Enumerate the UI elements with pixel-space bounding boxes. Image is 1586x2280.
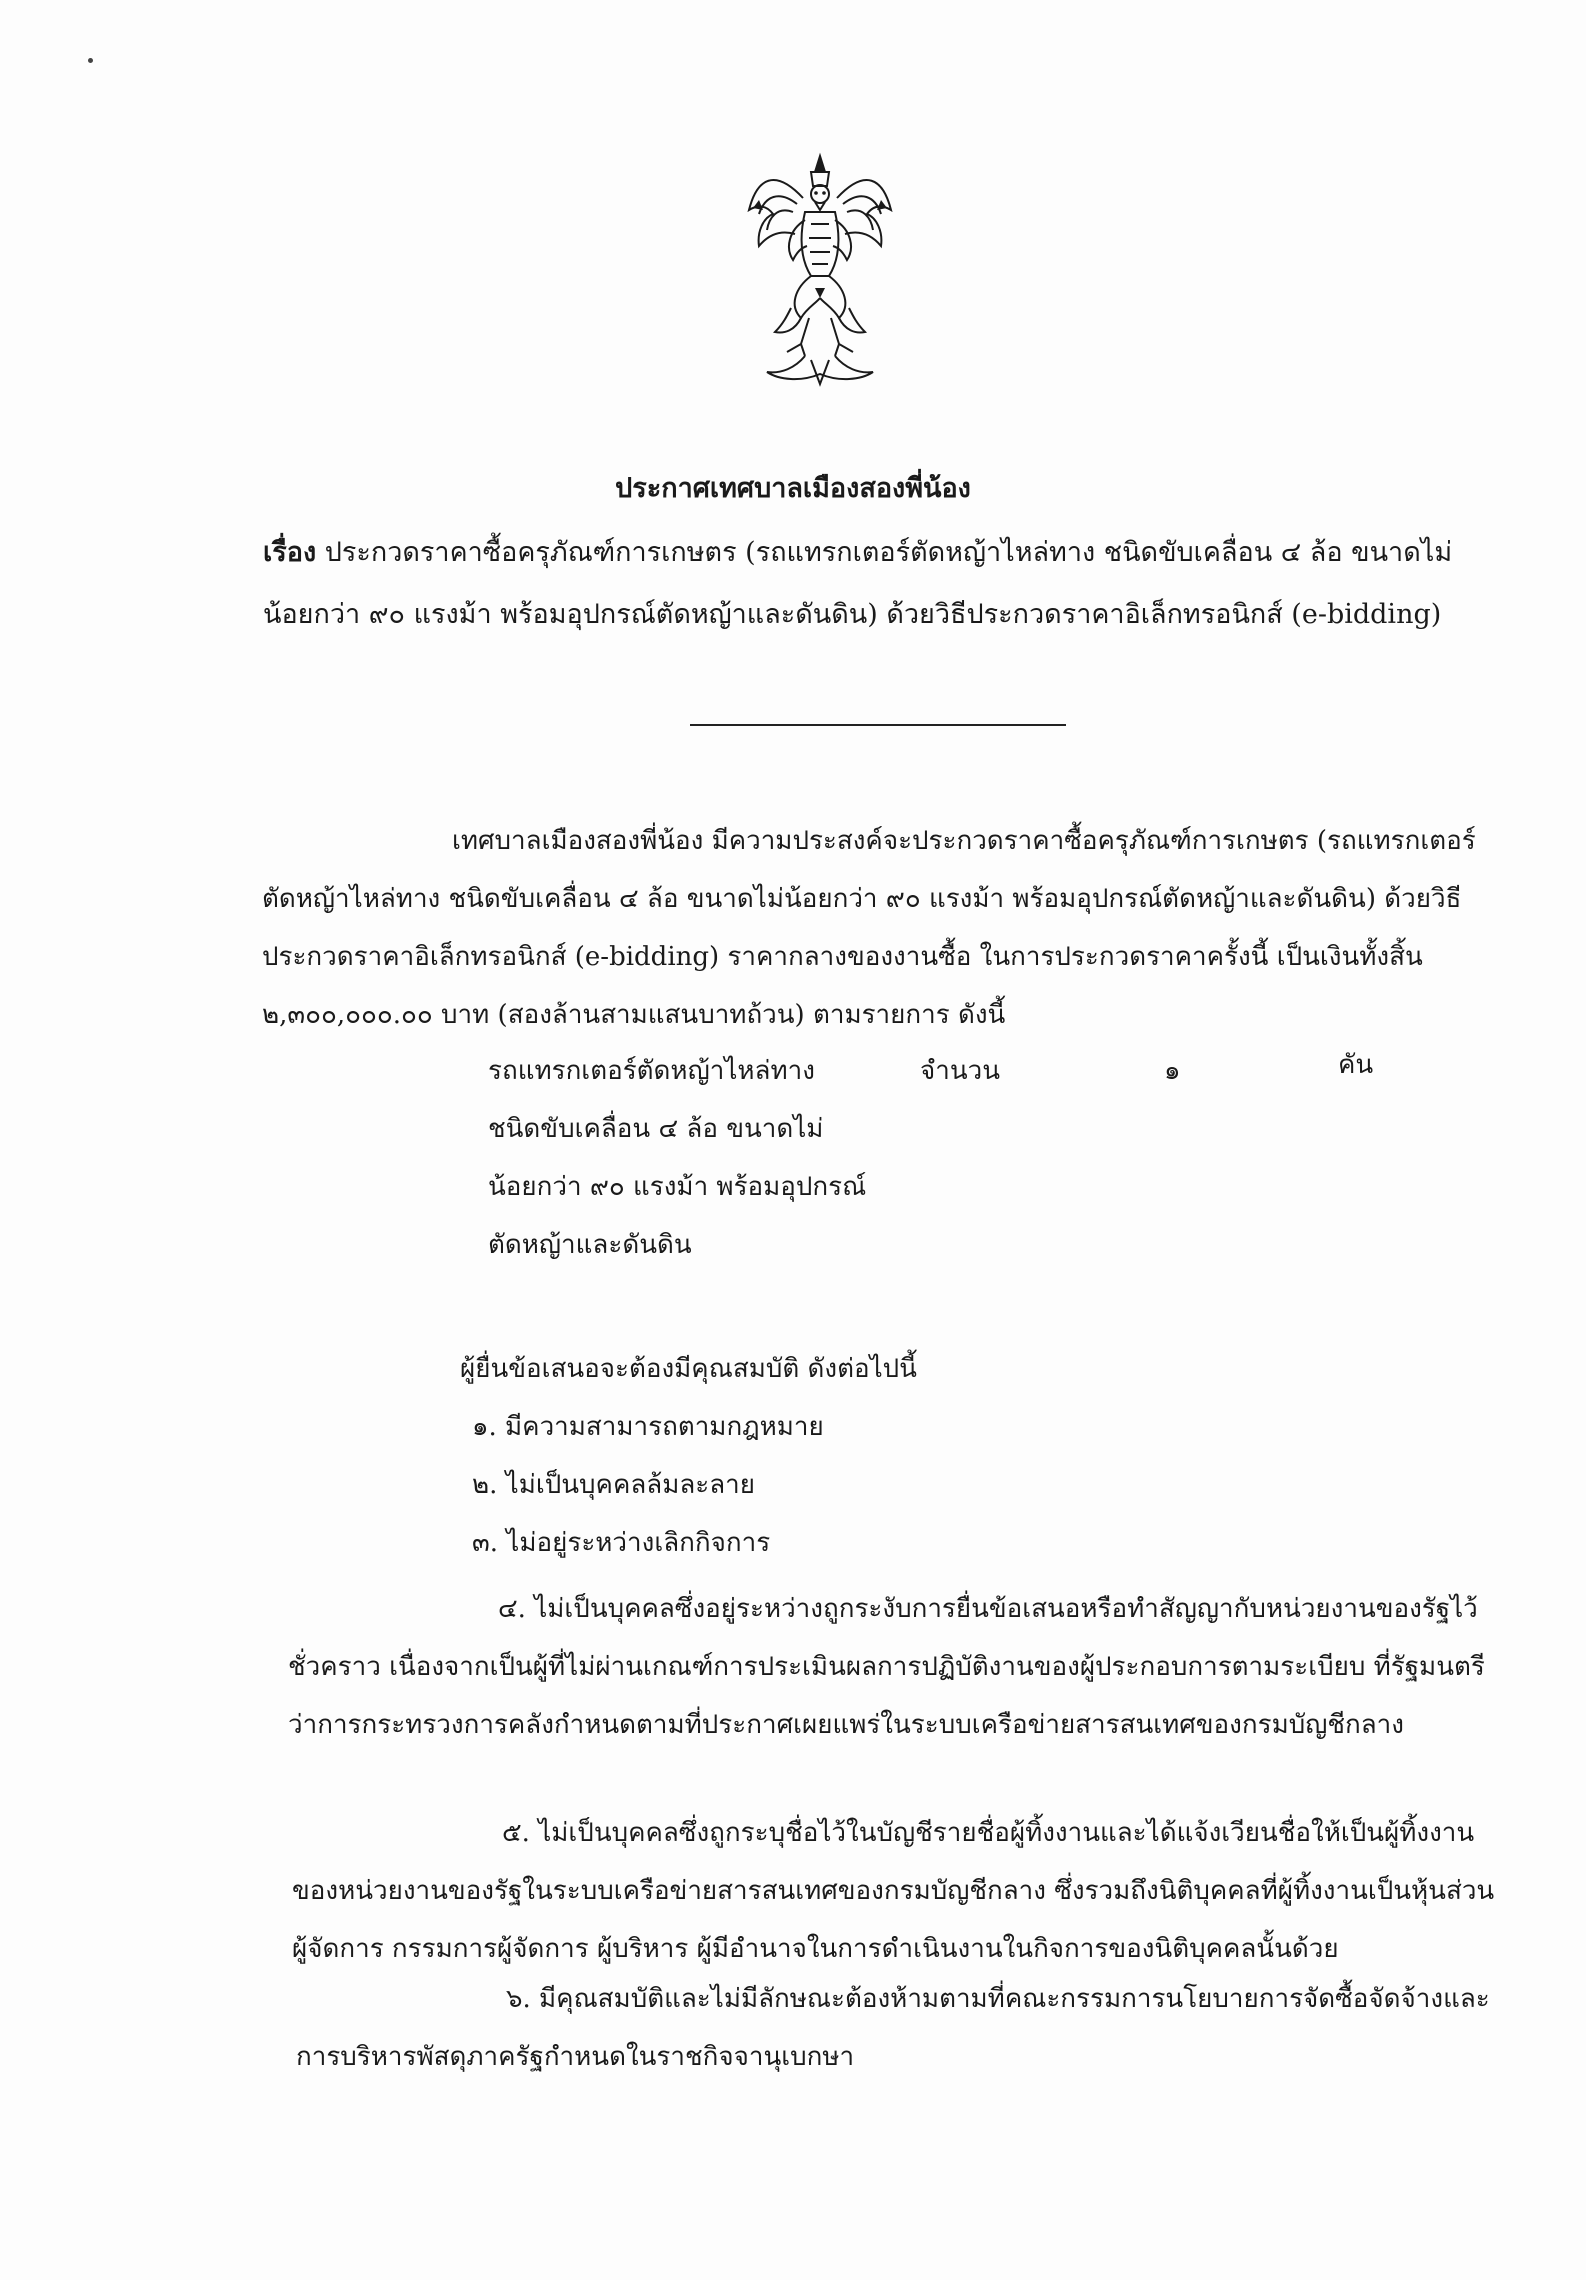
item-name: รถแทรกเตอร์ตัดหญ้าไหล่ทาง ชนิดขับเคลื่อน ๔ ล้อ ขนาดไม่น้อยกว่า ๙๐ แรงม้า พร้อมอุปกรณ์ตัดหญ้าและดันดิน bbox=[488, 1056, 867, 1260]
qualification-2: ๒. ไม่เป็นบุคคลล้มละลาย bbox=[472, 1470, 756, 1500]
qualification-3: ๓. ไม่อยู่ระหว่างเลิกกิจการ bbox=[472, 1528, 771, 1558]
qualifications-heading: ผู้ยื่นข้อเสนอจะต้องมีคุณสมบัติ ดังต่อไปนี้ bbox=[460, 1354, 917, 1384]
quantity-value: ๑ bbox=[1164, 1056, 1181, 1086]
announcement-subject bbox=[263, 522, 1493, 646]
qualification-6: ๖. มีคุณสมบัติและไม่มีลักษณะต้องห้ามตามที่คณะกรรมการนโยบายการจัดซื้อจัดจ้างและการบริหารพัสดุภาครัฐกำหนดในราชกิจจานุเบกษา bbox=[296, 1984, 1490, 2072]
garuda-emblem-icon bbox=[745, 148, 895, 388]
qualification-4: ๔. ไม่เป็นบุคคลซึ่งอยู่ระหว่างถูกระงับการยื่นข้อเสนอหรือทำสัญญากับหน่วยงานของรัฐไว้ชั่วคราว เนื่องจากเป็นผู้ที่ไม่ผ่านเกณฑ์การประเมินผลการปฏิบัติงานของผู้ประกอบการตามระเบียบ ที่รัฐมนตรีว่าการกระทรวงการคลังกำหนดตามที่ประกาศเผยแพร่ในระบบเครือข่ายสารสนเทศของกรมบัญชีกลาง bbox=[288, 1594, 1485, 1740]
quantity-label: จำนวน bbox=[920, 1056, 1000, 1086]
qualification-5: ๕. ไม่เป็นบุคคลซึ่งถูกระบุชื่อไว้ในบัญชีรายชื่อผู้ทิ้งงานและได้แจ้งเวียนชื่อให้เป็นผู้ทิ้งงานของหน่วยงานของรัฐในระบบเครือข่ายสารสนเทศของกรมบัญชีกลาง ซึ่งรวมถึงนิติบุคคลที่ผู้ทิ้งงานเป็นหุ้นส่วนผู้จัดการ กรรมการผู้จัดการ ผู้บริหาร ผู้มีอำนาจในการดำเนินงานในกิจการของนิติบุคคลนั้นด้วย bbox=[292, 1818, 1495, 1964]
qualification-1: ๑. มีความสามารถตามกฎหมาย bbox=[472, 1412, 824, 1442]
subject-label: เรื่อง bbox=[263, 537, 317, 568]
announcement-title: ประกาศเทศบาลเมืองสองพี่น้อง bbox=[615, 473, 971, 504]
subject-text: ประกวดราคาซื้อครุภัณฑ์การเกษตร (รถแทรกเตอร์ตัดหญ้าไหล่ทาง ชนิดขับเคลื่อน ๔ ล้อ ขนาดไม่น้อยกว่า ๙๐ แรงม้า พร้อมอุปกรณ์ตัดหญ้าและดันดิน) ด้วยวิธีประกวดราคาอิเล็กทรอนิกส์ (e-bidding) bbox=[263, 537, 1453, 630]
intro-paragraph: เทศบาลเมืองสองพี่น้อง มีความประสงค์จะประกวดราคาซื้อครุภัณฑ์การเกษตร (รถแทรกเตอร์ตัดหญ้าไหล่ทาง ชนิดขับเคลื่อน ๔ ล้อ ขนาดไม่น้อยกว่า ๙๐ แรงม้า พร้อมอุปกรณ์ตัดหญ้าและดันดิน) ด้วยวิธีประกวดราคาอิเล็กทรอนิกส์ (e-bidding) ราคากลางของงานซื้อ ในการประกวดราคาครั้งนี้ เป็นเงินทั้งสิ้น ๒,๓๐๐,๐๐๐.๐๐ บาท (สองล้านสามแสนบาทถ้วน) ตามรายการ ดังนี้ bbox=[262, 826, 1476, 1030]
title-divider bbox=[690, 724, 1066, 726]
quantity-unit: คัน bbox=[1338, 1050, 1374, 1080]
scan-speck bbox=[88, 58, 93, 63]
